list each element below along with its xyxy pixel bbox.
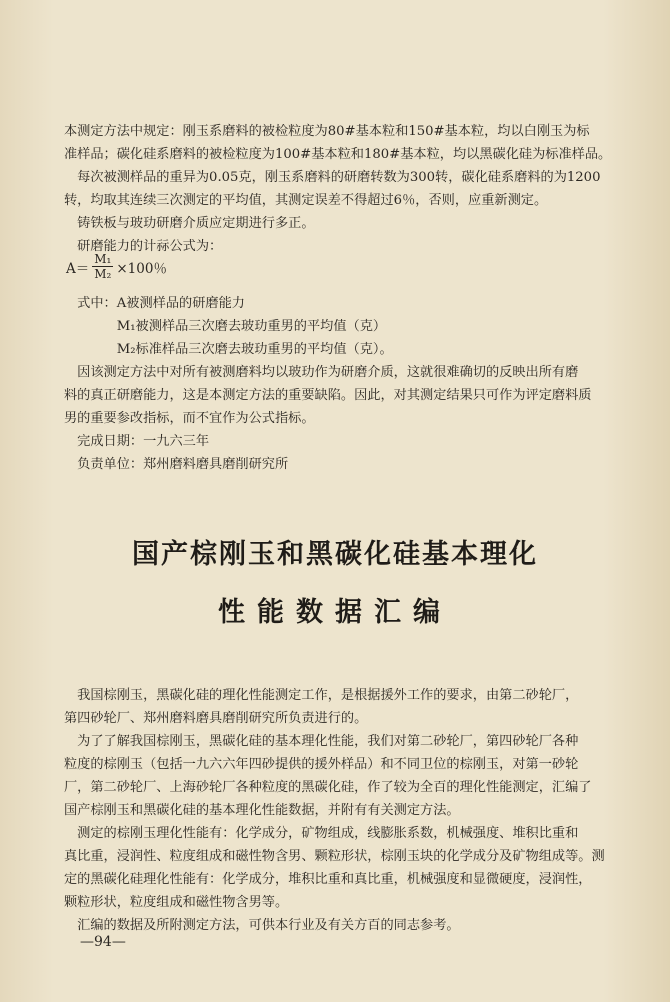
text-line: 测定的棕刚玉理化性能有：化学成分，矿物组成，线膨胀系数，机械强度、堆积比重和 — [64, 826, 579, 841]
section1-text-a — [64, 120, 630, 258]
formula-prefix: A＝ — [66, 260, 90, 277]
formula-suffix: ×100％ — [116, 260, 167, 277]
text-line: 定的黑碳化硅理化性能有：化学成分，堆积比重和真比重，机械强度和显微硬度，浸润性， — [64, 872, 592, 887]
formula-fraction — [92, 252, 113, 281]
formula — [66, 252, 167, 281]
text-line: 料的真正研磨能力，这是本测定方法的重要缺陷。因此，对其测定结果只可作为评定磨料质 — [64, 388, 592, 403]
text-line: 因该测定方法中对所有被测磨料均以玻玏作为研磨介质，这就很难确切的反映出所有磨 — [64, 365, 579, 380]
text-line: 厂，第二砂轮厂、上海砂轮厂各种粒度的黑碳化硅，作了较为全百的理化性能测定，汇编了 — [64, 780, 592, 795]
text-line: 为了了解我国棕刚玉，黑碳化硅的基本理化性能，我们对第二砂轮厂，第四砂轮厂各种 — [64, 734, 579, 749]
section1-text-b — [64, 292, 630, 476]
text-line: M₂标准样品三次磨去玻玏重男的平均值（克）。 — [64, 342, 393, 357]
text-line: 完成日期：一九六三年 — [64, 434, 210, 449]
text-line: 汇编的数据及所附测定方法，可供本行业及有关方百的同志参考。 — [64, 918, 460, 933]
text-line: 国产棕刚玉和黑碳化硅的基本理化性能数据，并附有有关测定方法。 — [64, 803, 460, 818]
text-line: 式中：A被测样品的研磨能力 — [64, 296, 245, 311]
text-line: 第四砂轮厂、郑州磨料磨具磨削研究所负责进行的。 — [64, 711, 368, 726]
text-line: 本测定方法中规定：刚玉系磨料的被检粒度为80#基本粒和150#基本粒，均以白刚玉为标 — [64, 124, 590, 139]
text-line: 真比重，浸润性、粒度组成和磁性物含男、颗粒形状，棕刚玉块的化学成分及矿物组成等。测 — [64, 849, 605, 864]
text-line: 准样品；碳化硅系磨料的被检粒度为100#基本粒和180#基本粒，均以黑碳化硅为标准样品。 — [64, 147, 612, 162]
formula-numerator: M₁ — [94, 252, 112, 266]
text-line: 负责单位：郑州磨料磨具磨削研究所 — [64, 457, 289, 472]
formula-denominator: M₂ — [94, 267, 112, 281]
text-line: M₁被测样品三次磨去玻玏重男的平均值（克） — [64, 319, 387, 334]
text-line: 转，均取其连续三次测定的平均值，其测定误差不得超过6％，否则，应重新测定。 — [64, 193, 548, 208]
text-line: 铸铁板与玻玏研磨介质应定期进行多正。 — [64, 216, 315, 231]
text-line: 粒度的棕刚玉（包括一九六六年四砂提供的援外样品）和不同卫位的棕刚玉，对第一砂轮 — [64, 757, 579, 772]
page-number: —94— — [80, 934, 126, 950]
section-title-line2: 性能数据汇编 — [218, 597, 452, 628]
section2-text — [64, 684, 630, 937]
text-line: 我国棕刚玉，黑碳化硅的理化性能测定工作，是根据援外工作的要求，由第二砂轮厂， — [64, 688, 579, 703]
text-line: 男的重要参改指标，而不宜作为公式指标。 — [64, 411, 315, 426]
text-line: 研磨能力的计祘公式为： — [64, 239, 223, 254]
text-line: 每次被测样品的重异为0.05克，刚玉系磨料的研磨转数为300转，碳化硅系磨料的为1200 — [64, 170, 601, 185]
text-line: 颗粒形状，粒度组成和磁性物含男等。 — [64, 895, 289, 910]
section-title-line1: 国产棕刚玉和黑碳化硅基本理化 — [132, 539, 538, 570]
